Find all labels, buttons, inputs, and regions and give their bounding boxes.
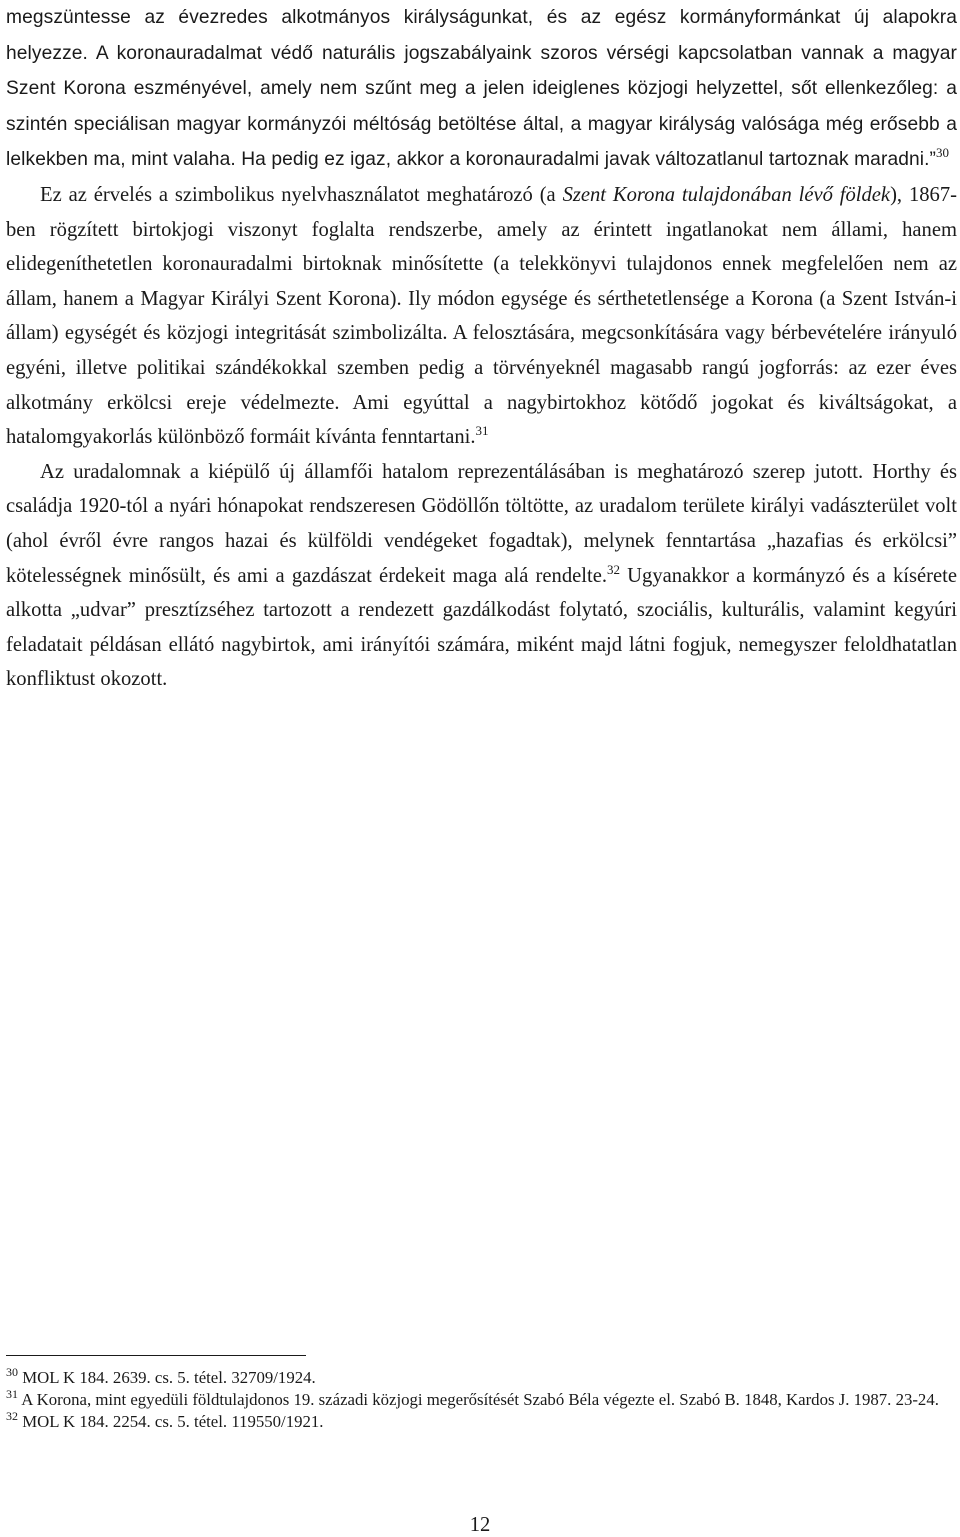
- paragraph-text: Ugyanakkor a kormányzó és a kísérete alkotta „udvar” presztízséhez tartozott a rendezett gazdálkodást folytató, szociális, kulturális, valamint kegyúri feladatait példásan ellátó nagybirtok, ami irányítói számára, miként majd látni fogjuk, nemegyszer feloldhatatlan konfliktust okozott.: [6, 564, 958, 691]
- footnote-text: MOL K 184. 2254. cs. 5. tétel. 119550/1921.: [18, 1412, 324, 1432]
- paragraph-text: Ez az érvelés a szimbolikus nyelvhasználatot meghatározó (a: [40, 183, 563, 206]
- footnote-32: [6, 1411, 957, 1433]
- paragraph-uradalom: [6, 455, 957, 697]
- quoted-text: megszüntesse az évezredes alkotmányos királyságunkat, és az egész kormányformánkat új alapokra helyezze. A koronauradalmat védő naturális jogszabályaink szoros vérségi kapcsolatban vannak a magyar Szent Korona eszményével, amely nem szűnt meg a jelen ideiglenes közjogi helyzettel, sőt ellenkezőleg: a szintén speciálisan magyar kormányzói méltóság betöltése által, a magyar királyság valósága még erősebb a lelkekben ma, mint valaha. Ha pedig ez igaz, akkor a koronauradalmi javak változatlanul tartoznak maradni.”: [6, 7, 957, 171]
- main-text: [6, 0, 957, 697]
- footnote-ref-30[interactable]: 30: [936, 145, 950, 161]
- footnote-ref-32[interactable]: 32: [607, 561, 620, 577]
- footnote-30: [6, 1367, 957, 1389]
- paragraph-text: ), 1867-ben rögzített birtokjogi viszonyt foglalta rendszerbe, amely az érintett ingatlanokat nem állami, hanem elidegeníthetetlen koronauradalmi birtoknak minősítette (a telekkönyvi tulajdonos ennek megfelelően nem az állam, hanem a Magyar Királyi Szent Korona). Ily módon egysége és sérthetetlensége a Korona (a Szent István-i állam) egységét és közjogi integritását szimbolizálta. A felosztására, megcsonkítására vagy bérbevételére irányuló egyéni, illetve politikai szándékokkal szemben pedig a törvényeknél magasabb rangú jogforrás: az ezer éves alkotmány erkölcsi ereje védelmezte. Ami egyúttal a nagybirtokhoz kötődő jogokat és kiváltságokat, a hatalomgyakorlás különböző formáit kívánta fenntartani.: [6, 183, 957, 449]
- paragraph-szent-korona: [6, 178, 957, 455]
- footnote-text: A Korona, mint egyedüli földtulajdonos 19. századi közjogi megerősítését Szabó Béla végezte el. Szabó B. 1848, Kardos J. 1987. 23-24.: [18, 1390, 939, 1410]
- footnote-number: 30: [6, 1365, 18, 1379]
- quote-continuation: [6, 0, 957, 178]
- page-number: 12: [469, 1514, 491, 1536]
- paragraph-text: Az uradalomnak a kiépülő új államfői hatalom reprezentálásában is meghatározó szerep jutott. Horthy és családja 1920-tól a nyári hónapokat rendszeresen Gödöllőn töltötte, az uradalom területe királyi vadászterület volt (ahol évről évre rangos hazai és külföldi vendégeket fogadtak), melynek fenntartása „hazafias és erkölcsi” kötelességnek minősült, és ami a gazdászat érdekeit maga alá rendelte.: [6, 460, 957, 587]
- footnote-separator: [6, 1355, 306, 1356]
- footnote-text: MOL K 184. 2639. cs. 5. tétel. 32709/1924.: [18, 1368, 316, 1387]
- footnote-ref-31[interactable]: 31: [475, 423, 489, 439]
- footnotes: [6, 1367, 957, 1434]
- footnote-31: [6, 1389, 957, 1411]
- footnote-number: 32: [6, 1409, 18, 1424]
- footnote-number: 31: [6, 1387, 18, 1402]
- italic-term: Szent Korona tulajdonában lévő földek: [562, 183, 891, 206]
